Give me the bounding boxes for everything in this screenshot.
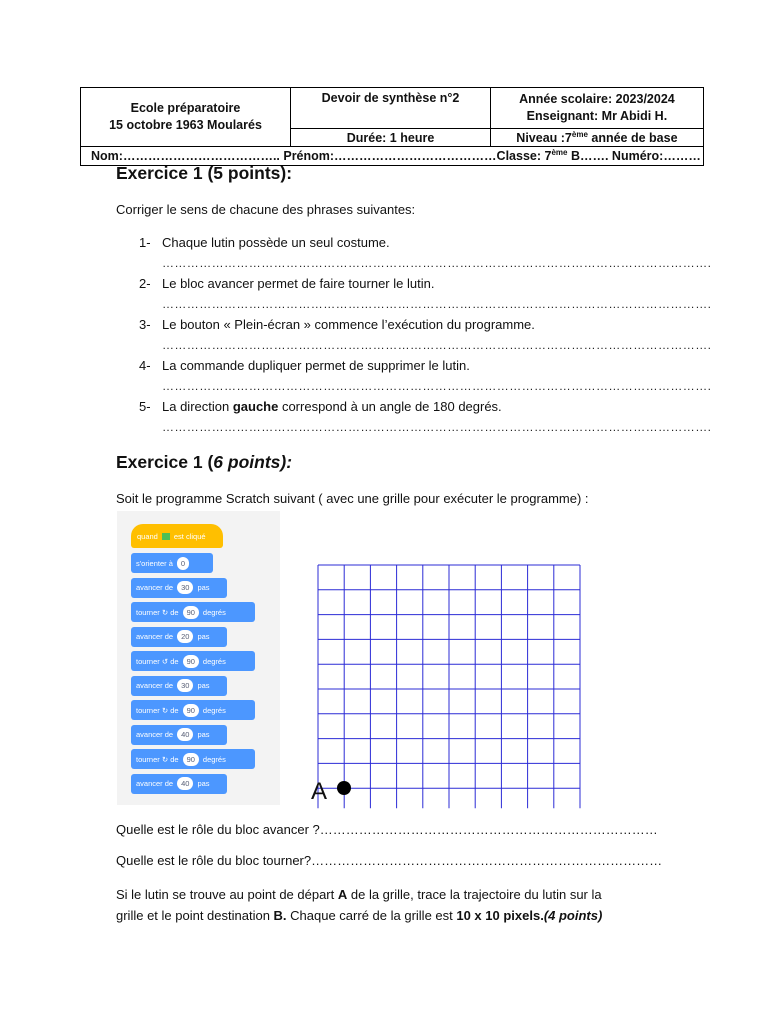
answer-line-4[interactable]: ……………………………………………………………………………………………………………………. xyxy=(162,379,712,393)
trajectory-instruction-line1: Si le lutin se trouve au point de départ A de la grille, trace la trajectoire du lutin sur la xyxy=(116,887,602,902)
item-5-text: La direction gauche correspond à un angle de 180 degrés. xyxy=(162,399,502,414)
block-value: 30 xyxy=(177,581,193,594)
exercise2-intro: Soit le programme Scratch suivant ( avec une grille pour exécuter le programme) : xyxy=(116,491,589,506)
answer-line-5[interactable]: ……………………………………………………………………………………………………………………. xyxy=(162,420,712,434)
item-1-number: 1- xyxy=(139,235,151,250)
scratch-block: avancer de 30 pas xyxy=(131,676,227,696)
drawing-grid xyxy=(300,560,590,810)
scratch-block: tourner ↺ de 90 degrés xyxy=(131,651,255,671)
block-value: 90 xyxy=(183,704,199,717)
block-value: 0 xyxy=(177,557,189,570)
block-value: 40 xyxy=(177,728,193,741)
scratch-block: avancer de 40 pas xyxy=(131,774,227,794)
item-2-number: 2- xyxy=(139,276,151,291)
block-value: 90 xyxy=(183,655,199,668)
year-teacher-cell xyxy=(491,88,704,129)
exam-title: Devoir de synthèse n°2 xyxy=(291,88,491,129)
block-value: 30 xyxy=(177,679,193,692)
item-3-number: 3- xyxy=(139,317,151,332)
question-tourner: Quelle est le rôle du bloc tourner?……………………………………………………………………… xyxy=(116,853,663,868)
scratch-block: tourner ↻ de 90 degrés xyxy=(131,602,255,622)
scratch-block: tourner ↻ de 90 degrés xyxy=(131,749,255,769)
question-avancer: Quelle est le rôle du bloc avancer ?…………………………………………………………………… xyxy=(116,822,658,837)
level-cell: Niveau :7ème année de base xyxy=(491,129,704,147)
exercise1-instruction: Corriger le sens de chacune des phrases suivantes: xyxy=(116,202,416,217)
answer-line-2[interactable]: ……………………………………………………………………………………………………………………. xyxy=(162,297,712,311)
school-cell xyxy=(81,88,291,147)
item-1-text: Chaque lutin possède un seul costume. xyxy=(162,235,390,250)
header-table xyxy=(80,87,704,166)
scratch-block: avancer de 40 pas xyxy=(131,725,227,745)
start-point-marker xyxy=(337,781,351,795)
item-4-number: 4- xyxy=(139,358,151,373)
school-year: Année scolaire: 2023/2024 xyxy=(519,92,675,106)
item-5-number: 5- xyxy=(139,399,151,414)
item-4-text: La commande dupliquer permet de supprimer le lutin. xyxy=(162,358,470,373)
scratch-program xyxy=(117,511,280,805)
exam-duration: Durée: 1 heure xyxy=(291,129,491,147)
block-value: 90 xyxy=(183,753,199,766)
school-name: Ecole préparatoire xyxy=(130,101,241,115)
answer-line-3[interactable]: ……………………………………………………………………………………………………………………. xyxy=(162,338,712,352)
item-2-text: Le bloc avancer permet de faire tourner le lutin. xyxy=(162,276,435,291)
scratch-block: s'orienter à 0 xyxy=(131,553,213,573)
trajectory-instruction-line2: grille et le point destination B. Chaque carré de la grille est 10 x 10 pixels.(4 points) xyxy=(116,908,603,923)
teacher-name: Enseignant: Mr Abidi H. xyxy=(526,109,668,123)
exercise2-title: Exercice 1 (6 points): xyxy=(116,452,293,472)
scratch-block: tourner ↻ de 90 degrés xyxy=(131,700,255,720)
exercise1-title: Exercice 1 (5 points): xyxy=(116,163,293,183)
block-value: 20 xyxy=(177,630,193,643)
block-value: 40 xyxy=(177,777,193,790)
green-flag-icon xyxy=(162,533,170,540)
when-flag-clicked-block: quand est cliqué xyxy=(131,524,223,548)
start-point-label: A xyxy=(311,778,328,805)
answer-line-1[interactable]: ……………………………………………………………………………………………………………………. xyxy=(162,256,712,270)
student-info-row: Nom:……………………………….. Prénom:…………………………………Classe: 7ème B……. Numéro:……… xyxy=(81,147,704,166)
block-value: 90 xyxy=(183,606,199,619)
scratch-block: avancer de 20 pas xyxy=(131,627,227,647)
scratch-block: avancer de 30 pas xyxy=(131,578,227,598)
item-3-text: Le bouton « Plein-écran » commence l’exécution du programme. xyxy=(162,317,535,332)
school-address: 15 octobre 1963 Moularés xyxy=(109,118,262,132)
